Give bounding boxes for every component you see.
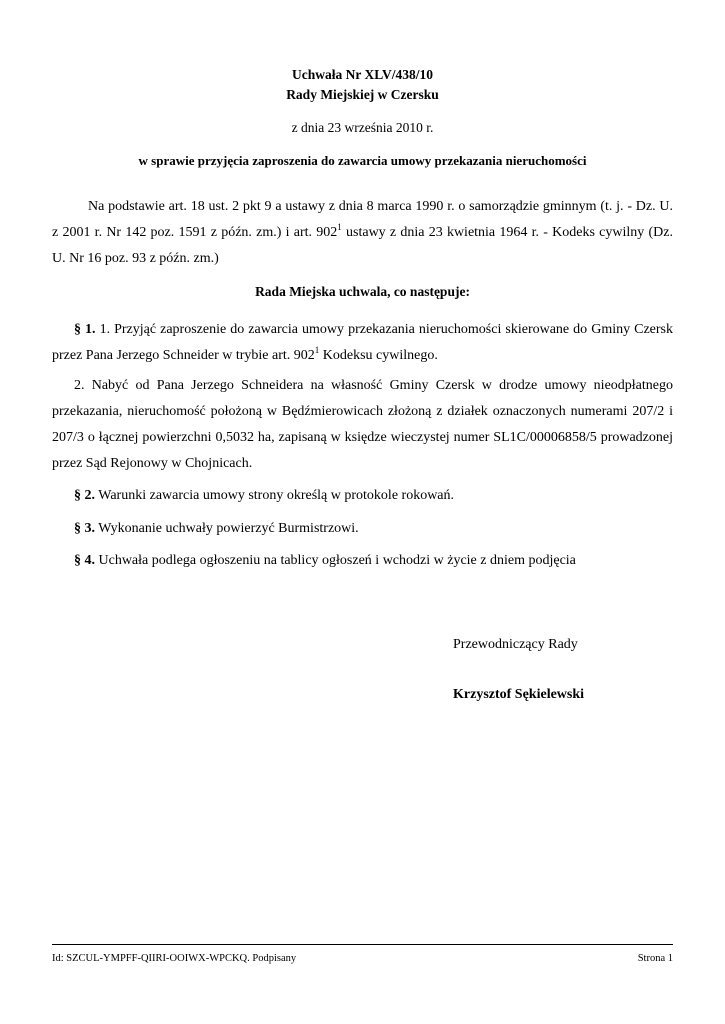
section-4 (52, 548, 673, 574)
page-number: Strona 1 (637, 953, 673, 964)
resolution-subject: w sprawie przyjęcia zaproszenia do zawarcia umowy przekazania nieruchomości (138, 153, 587, 168)
section-1-item-1-text-1: 1. Przyjąć zaproszenie do zawarcia umowy przekazania nieruchomości skierowane do Gminy Czersk przez Pana Jerzego Schneider w trybie art. 902 (52, 322, 674, 363)
section-1-superscript: 1 (314, 345, 320, 355)
section-3 (52, 516, 673, 542)
section-1-label: § 1. (74, 322, 96, 337)
legal-basis-paragraph (52, 194, 673, 272)
signatory-name: Krzysztof Sękielewski (453, 687, 585, 702)
council-name: Rady Miejskiej w Czersku (286, 87, 439, 102)
legal-basis-text-1: Na podstawie art. 18 ust. 2 pkt 9 a ustawy z dnia 8 marca 1990 r. o samorządzie gminnym (t. j. - Dz. U. z 2001 r. Nr 142 poz. 1591 z późn. zm.) i art. 902 (52, 199, 673, 240)
document-id: Id: SZCUL-YMPFF-QIIRI-OOIWX-WPCKQ. Podpisany (52, 953, 297, 964)
section-2-text: Warunki zawarcia umowy strony określą w protokole rokowań. (95, 488, 455, 503)
section-4-text: Uchwała podlega ogłoszeniu na tablicy ogłoszeń i wchodzi w życie z dniem podjęcia (95, 553, 576, 568)
resolution-date: z dnia 23 września 2010 r. (291, 120, 434, 135)
section-1-item-1 (52, 317, 673, 369)
section-2 (52, 483, 673, 509)
signatory-title: Przewodniczący Rady (453, 637, 578, 652)
resolution-number: Uchwała Nr XLV/438/10 (291, 67, 433, 82)
section-3-label: § 3. (74, 521, 95, 536)
footer-divider (52, 944, 673, 945)
section-2-label: § 2. (74, 488, 95, 503)
legal-basis-text-2: ustawy z dnia 23 kwietnia 1964 r. - Kodeks cywilny (Dz. U. Nr 16 poz. 93 z późn. zm.) (52, 225, 673, 266)
section-1-item-2: 2. Nabyć od Pana Jerzego Schneidera na własność Gminy Czersk w drodze umowy nieodpłatnego przekazania, nieruchomość położoną w Będźmierowicach złożoną z działek oznaczonych numerami 207/2 i 207/3 o łącznej powierzchni 0,5032 ha, zapisaną w księdze wieczystej numer SL1C/00006858/5 prowadzonej przez Sąd Rejonowy w Chojnicach. (52, 378, 673, 471)
section-3-text: Wykonanie uchwały powierzyć Burmistrzowi. (95, 521, 359, 536)
section-1-item-1-text-2: Kodeksu cywilnego. (319, 348, 438, 363)
legal-basis-superscript: 1 (337, 222, 342, 232)
resolves-heading: Rada Miejska uchwala, co następuje: (255, 284, 470, 299)
section-4-label: § 4. (74, 553, 95, 568)
